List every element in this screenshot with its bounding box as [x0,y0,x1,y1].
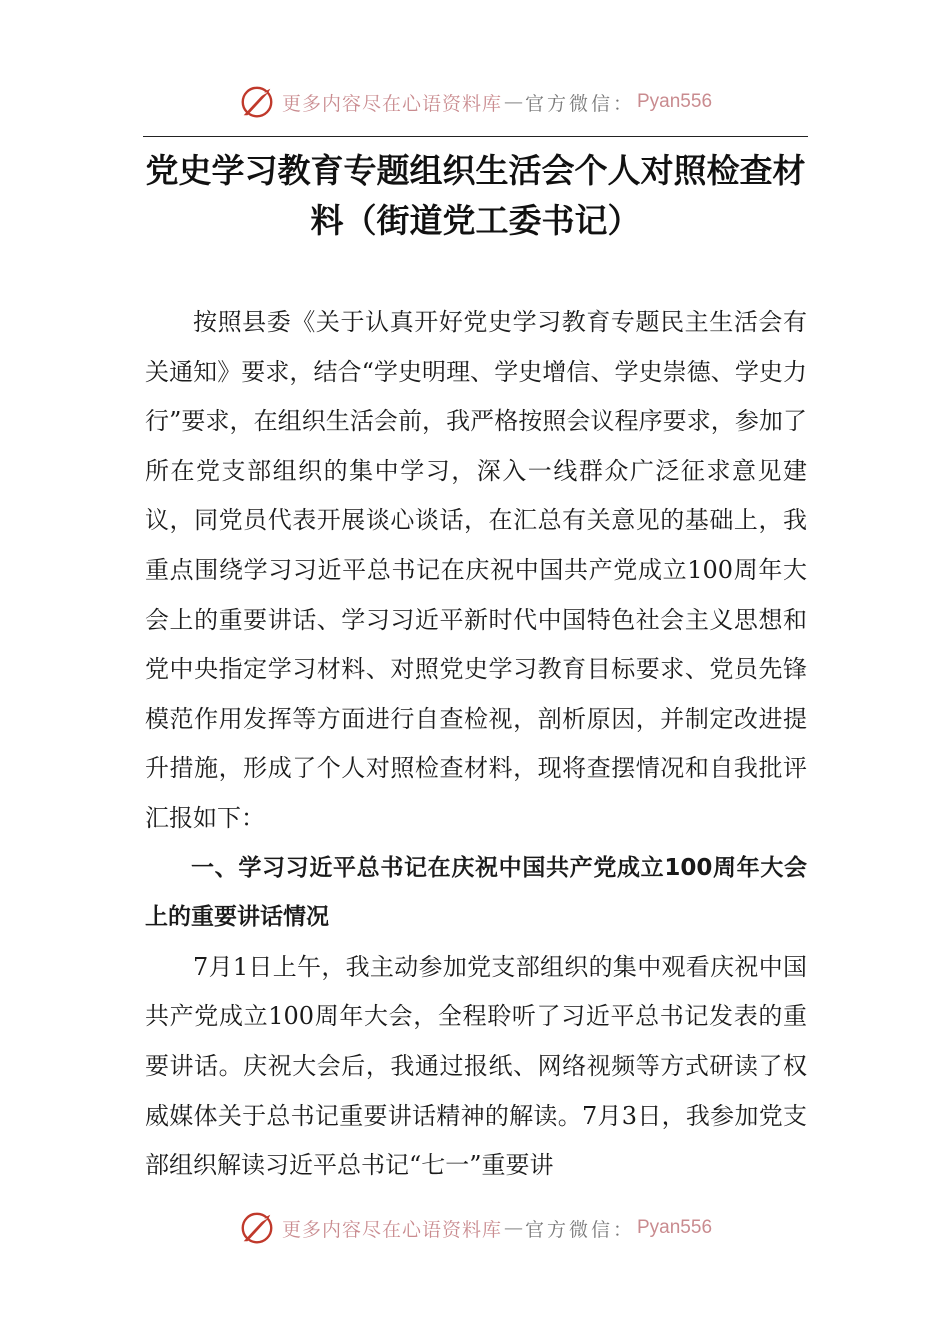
footer-watermark-banner [0,1208,950,1248]
banner-dash: — [503,1217,523,1239]
banner-official-label: 官方微信： [524,1218,635,1241]
banner-wechat-id: Pyan556 [637,91,713,112]
section-heading-1: 一、学习习近平总书记在庆祝中国共产党成立100周年大会上的重要讲话情况 [145,854,807,931]
document-body [145,298,807,1191]
banner-text: 更多内容尽在心语资料库 [281,1218,502,1241]
header-watermark-banner [0,82,950,122]
quill-logo-icon [238,1209,276,1247]
header-rule [143,136,808,137]
document-title: 党史学习教育专题组织生活会个人对照检查材料（街道党工委书记） [145,151,806,240]
paragraph-intro: 按照县委《关于认真开好党史学习教育专题民主生活会有关通知》要求，结合“学史明理、学史增信、学史崇德、学史力行”要求，在组织生活会前，我严格按照会议程序要求，参加了所在党支部组织的集中学习，深入一线群众广泛征求意见建议，同党员代表开展谈心谈话，在汇总有关意见的基础上，我重点围绕学习习近平总书记在庆祝中国共产党成立100周年大会上的重要讲话、学习习近平新时代中国特色社会主义思想和党中央指定学习材料、对照党史学习教育目标要求、党员先锋模范作用发挥等方面进行自查检视，剖析原因，并制定改进提升措施，形成了个人对照检查材料，现将查摆情况和自我批评汇报如下： [145,308,807,832]
paragraph-section-1: 7月1日上午，我主动参加党支部组织的集中观看庆祝中国共产党成立100周年大会，全程聆听了习近平总书记发表的重要讲话。庆祝大会后，我通过报纸、网络视频等方式研读了权威媒体关于总书记重要讲话精神的解读。7月3日，我参加党支部组织解读习近平总书记“七一”重要讲 [145,952,807,1180]
banner-official-label: 官方微信： [524,92,635,115]
banner-dash: — [503,91,523,113]
quill-logo-icon [238,83,276,121]
banner-wechat-id: Pyan556 [637,1217,713,1238]
banner-text: 更多内容尽在心语资料库 [281,92,502,115]
